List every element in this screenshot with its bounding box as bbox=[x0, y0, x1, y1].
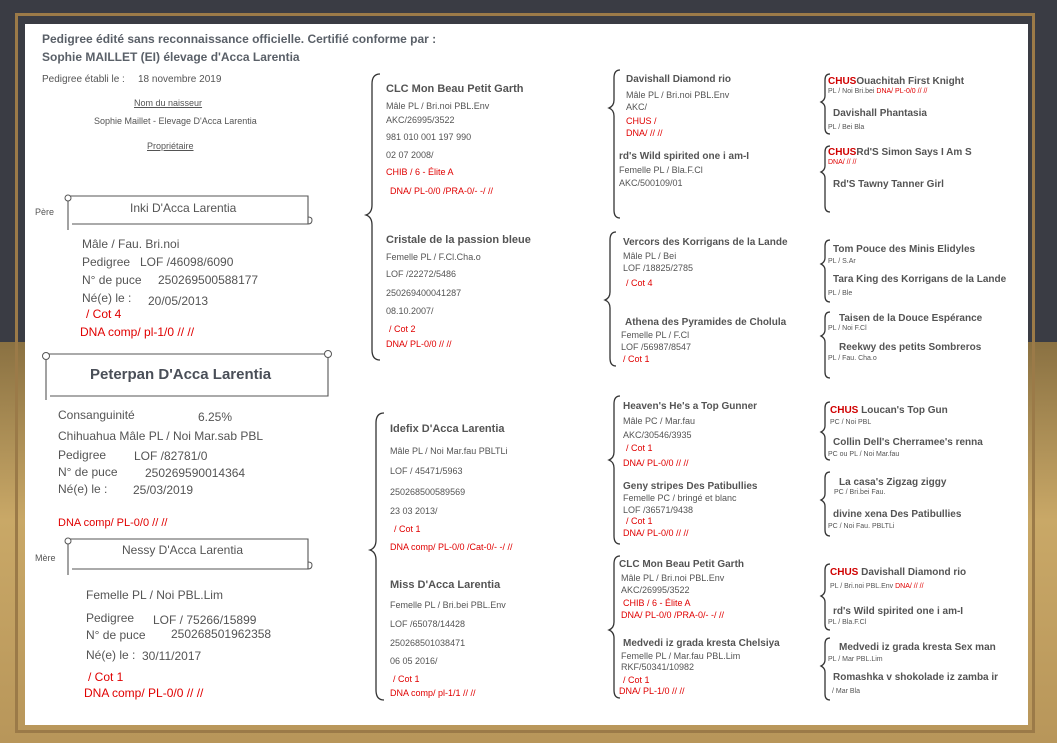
gp-red: DNA comp/ pl-1/1 // // bbox=[390, 688, 476, 698]
dog-dna: DNA comp/ PL-0/0 // // bbox=[58, 517, 168, 529]
gen4-sub: PL / Bla.F.Cl bbox=[828, 619, 867, 626]
ggp-red: CHUS / bbox=[626, 116, 657, 126]
gen4-sub: PC / Noi PBL bbox=[830, 419, 872, 426]
mere-cot: / Cot 1 bbox=[88, 670, 124, 684]
gen4-name: Tara King des Korrigans de la Lande bbox=[833, 274, 1007, 285]
gp-red: CHIB / 6 - Élite A bbox=[386, 167, 454, 177]
ggp-line: Mâle PL / Bri.noi PBL.Env bbox=[626, 90, 730, 100]
ggp-red: DNA/ PL-0/0 // // bbox=[623, 458, 689, 468]
brace-ggp2 bbox=[821, 240, 830, 302]
gp-red: DNA comp/ PL-0/0 /Cat-0/- -/ // bbox=[390, 542, 513, 552]
gen4-sub: PL / Noi Bri.bei bbox=[828, 88, 875, 95]
ggp-red: CHIB / 6 - Élite A bbox=[623, 598, 691, 608]
pere-ne: 20/05/2013 bbox=[148, 294, 209, 308]
brace-gp2 bbox=[609, 396, 620, 544]
ggp-line: Mâle PL / Bri.noi PBL.Env bbox=[621, 573, 725, 583]
gen4-name: Medvedi iz grada kresta Sex man bbox=[839, 642, 996, 653]
dog-pedigree: LOF /82781/0 bbox=[134, 449, 208, 463]
gen4-name: La casa's Zigzag ziggy bbox=[839, 477, 947, 488]
gen4-sub: PC ou PL / Noi Mar.fau bbox=[828, 451, 900, 458]
naisseur-label: Nom du naisseur bbox=[134, 98, 203, 108]
gp-red: DNA/ PL-0/0 /PRA-0/- -/ // bbox=[390, 186, 494, 196]
pere-dna: DNA comp/ pl-1/0 // // bbox=[80, 325, 195, 339]
dog-pedigree-label: Pedigree bbox=[58, 448, 107, 462]
gp-line: 250268500589569 bbox=[390, 487, 466, 497]
ggp-red: / Cot 1 bbox=[626, 443, 653, 453]
gp-line: LOF /22272/5486 bbox=[386, 269, 457, 279]
brace-ggp4 bbox=[821, 402, 830, 460]
pere-pedigree: LOF /46098/6090 bbox=[140, 255, 234, 269]
dog-puce: 250269590014364 bbox=[145, 466, 246, 480]
brace-mere bbox=[370, 413, 384, 700]
brace-pere bbox=[366, 74, 380, 360]
gp-line: 02 07 2008/ bbox=[386, 150, 434, 160]
gp-line: 250268501038471 bbox=[390, 638, 466, 648]
gp-line: 981 010 001 197 990 bbox=[386, 132, 472, 142]
header-title-line2: Sophie MAILLET (EI) élevage d'Acca Larentia bbox=[42, 50, 300, 64]
gp-line: 08.10.2007/ bbox=[386, 306, 434, 316]
gp-line: 250269400041287 bbox=[386, 288, 462, 298]
dog-ne: 25/03/2019 bbox=[133, 483, 194, 497]
gen4-sub: PL / Bri.noi PBL.Env bbox=[830, 583, 894, 590]
gen4-name: Romashka v shokolade iz zamba ir bbox=[833, 672, 999, 683]
brace-ggp6 bbox=[821, 564, 830, 630]
ggp-name: rd's Wild spirited one i am-I bbox=[619, 151, 750, 162]
gen4-name: Reekwy des petits Sombreros bbox=[839, 342, 982, 353]
gen4-sub: PL / Noi F.Cl bbox=[828, 325, 867, 332]
pere-pedigree-label: Pedigree bbox=[82, 255, 131, 269]
gen4-sub: / Mar Bla bbox=[832, 688, 861, 695]
pere-sex: Mâle / Fau. Bri.noi bbox=[82, 237, 180, 251]
gen4-sub: PL / S.Ar bbox=[828, 258, 856, 265]
mere-puce: 250268501962358 bbox=[171, 627, 272, 641]
gp-line: LOF /65078/14428 bbox=[390, 619, 466, 629]
ggp-red: / Cot 1 bbox=[626, 516, 653, 526]
gen4-name: divine xena Des Patibullies bbox=[833, 509, 962, 520]
mere-pedigree-label: Pedigree bbox=[86, 611, 135, 625]
gen4-name: rd's Wild spirited one i am-I bbox=[833, 606, 964, 617]
gen4-sub: PL / Ble bbox=[828, 290, 853, 297]
gen4-name: Davishall Phantasia bbox=[833, 108, 927, 119]
gen4-sub: PL / Fau. Cha.o bbox=[828, 355, 877, 362]
ggp-red: DNA/ // // bbox=[626, 128, 663, 138]
mere-side-label: Mère bbox=[35, 553, 56, 563]
chus-badge: CHUS bbox=[830, 567, 859, 578]
brace-ggp3 bbox=[821, 312, 830, 378]
ggp-red: DNA/ PL-0/0 // // bbox=[623, 528, 689, 538]
pere-cot: / Cot 4 bbox=[86, 307, 122, 321]
ggp-line: Femelle PC / bringé et blanc bbox=[623, 493, 737, 503]
chus-badge: CHUS bbox=[828, 147, 857, 158]
ggp-red: DNA/ PL-1/0 // // bbox=[619, 686, 685, 696]
gp-name: Idefix D'Acca Larentia bbox=[390, 423, 505, 435]
brace-ggp7 bbox=[821, 638, 830, 700]
gp-line: 23 03 2013/ bbox=[390, 506, 438, 516]
gen4-name: Rd'S Tawny Tanner Girl bbox=[833, 179, 944, 190]
gen4-name: Ouachitah First Knight bbox=[856, 76, 965, 87]
gp-line: Femelle PL / F.Cl.Cha.o bbox=[386, 252, 481, 262]
mere-ne-label: Né(e) le : bbox=[86, 648, 136, 662]
ggp-name: Geny stripes Des Patibullies bbox=[623, 481, 758, 492]
header-title-line1: Pedigree édité sans reconnaissance officielle. Certifié conforme par : bbox=[42, 32, 437, 46]
brace-gp1 bbox=[605, 232, 616, 366]
mere-puce-label: N° de puce bbox=[86, 628, 146, 642]
gen4-sub: PC / Noi Fau. PBLTLi bbox=[828, 523, 895, 530]
gen4-sub: PC / Bri.bei Fau. bbox=[834, 489, 886, 496]
ggp-name: Athena des Pyramides de Cholula bbox=[625, 317, 787, 328]
ggp-line: LOF /56987/8547 bbox=[621, 342, 692, 352]
mere-name: Nessy D'Acca Larentia bbox=[122, 543, 244, 557]
gp-name: Miss D'Acca Larentia bbox=[390, 579, 501, 591]
pere-puce-label: N° de puce bbox=[82, 273, 142, 287]
pere-name: Inki D'Acca Larentia bbox=[130, 201, 237, 215]
mere-sex: Femelle PL / Noi PBL.Lim bbox=[86, 588, 223, 602]
gen4-name: Rd'S Simon Says I Am S bbox=[856, 147, 972, 158]
ggp-name: Heaven's He's a Top Gunner bbox=[623, 401, 758, 412]
brace-ggp5 bbox=[821, 472, 830, 536]
gen4-sub: PL / Bei Bla bbox=[828, 124, 865, 131]
ggp-red: / Cot 4 bbox=[626, 278, 653, 288]
brace-ggp0 bbox=[821, 74, 830, 134]
brace-gp0 bbox=[609, 70, 620, 218]
pere-puce: 250269500588177 bbox=[158, 273, 259, 287]
pere-side-label: Père bbox=[35, 207, 55, 217]
ggp-line: Mâle PC / Mar.fau bbox=[623, 416, 696, 426]
gp-red: / Cot 2 bbox=[389, 324, 416, 334]
ggp-name: Davishall Diamond rio bbox=[626, 74, 732, 85]
ggp-line: AKC/500109/01 bbox=[619, 178, 683, 188]
chus-badge: CHUS bbox=[830, 405, 859, 416]
etabli-date: 18 novembre 2019 bbox=[138, 74, 222, 85]
gen4-name: Taisen de la Douce Espérance bbox=[839, 313, 983, 324]
dog-breed: Chihuahua Mâle PL / Noi Mar.sab PBL bbox=[58, 429, 264, 443]
ggp-red: / Cot 1 bbox=[623, 675, 650, 685]
gen4-name: Tom Pouce des Minis Elidyles bbox=[833, 244, 976, 255]
ggp-name: CLC Mon Beau Petit Garth bbox=[619, 559, 745, 570]
gen4-name: Davishall Diamond rio bbox=[861, 567, 967, 578]
gp-line: AKC/26995/3522 bbox=[386, 115, 455, 125]
gen4-name: Collin Dell's Cherramee's renna bbox=[833, 437, 983, 448]
brace-ggp1 bbox=[821, 146, 830, 212]
mere-pedigree: LOF / 75266/15899 bbox=[153, 613, 257, 627]
dog-puce-label: N° de puce bbox=[58, 465, 118, 479]
ggp-name: Medvedi iz grada kresta Chelsiya bbox=[623, 638, 780, 649]
gp-line: Mâle PL / Noi Mar.fau PBLTLi bbox=[390, 446, 508, 456]
ggp-line: AKC/ bbox=[626, 102, 648, 112]
gp-line: 06 05 2016/ bbox=[390, 656, 438, 666]
mere-dna: DNA comp/ PL-0/0 // // bbox=[84, 686, 204, 700]
naisseur-value: Sophie Maillet - Elevage D'Acca Larentia bbox=[94, 116, 257, 126]
mere-ne: 30/11/2017 bbox=[142, 649, 202, 663]
dog-name: Peterpan D'Acca Larentia bbox=[90, 366, 272, 383]
dog-ne-label: Né(e) le : bbox=[58, 482, 108, 496]
ggp-line: Femelle PL / F.Cl bbox=[621, 330, 690, 340]
proprietaire-label: Propriétaire bbox=[147, 141, 194, 151]
gp-name: CLC Mon Beau Petit Garth bbox=[386, 83, 524, 95]
chus-badge: CHUS bbox=[828, 76, 857, 87]
gp-line: Mâle PL / Bri.noi PBL.Env bbox=[386, 101, 490, 111]
ggp-line: Femelle PL / Mar.fau PBL.Lim bbox=[621, 651, 741, 661]
gp-red: / Cot 1 bbox=[394, 524, 421, 534]
gen4-sub: PL / Mar PBL.Lim bbox=[828, 656, 883, 663]
gen4-name: Loucan's Top Gun bbox=[861, 405, 948, 416]
consang-label: Consanguinité bbox=[58, 408, 135, 422]
ggp-line: LOF /36571/9438 bbox=[623, 505, 694, 515]
ggp-red: DNA/ PL-0/0 /PRA-0/- -/ // bbox=[621, 610, 725, 620]
gp-name: Cristale de la passion bleue bbox=[386, 234, 531, 246]
etabli-label: Pedigree établi le : bbox=[42, 74, 125, 85]
consang-value: 6.25% bbox=[198, 410, 233, 424]
ggp-line: AKC/30546/3935 bbox=[623, 430, 692, 440]
ggp-line: AKC/26995/3522 bbox=[621, 585, 690, 595]
ggp-line: Femelle PL / Bla.F.Cl bbox=[619, 165, 703, 175]
ggp-line: LOF /18825/2785 bbox=[623, 263, 694, 273]
brace-gp3 bbox=[609, 556, 620, 698]
ggp-line: RKF/50341/10982 bbox=[621, 662, 695, 672]
gen4-red: DNA/ // // bbox=[895, 583, 924, 590]
ggp-line: Mâle PL / Bei bbox=[623, 251, 677, 261]
gen4-red: DNA/ // // bbox=[828, 159, 857, 166]
gen4-red: DNA/ PL-0/0 // // bbox=[876, 88, 928, 95]
ggp-red: / Cot 1 bbox=[623, 354, 650, 364]
gp-red: / Cot 1 bbox=[393, 674, 420, 684]
pere-ne-label: Né(e) le : bbox=[82, 291, 132, 305]
gp-line: Femelle PL / Bri.bei PBL.Env bbox=[390, 600, 506, 610]
gp-line: LOF / 45471/5963 bbox=[390, 466, 463, 476]
gp-red: DNA/ PL-0/0 // // bbox=[386, 339, 452, 349]
ggp-name: Vercors des Korrigans de la Lande bbox=[623, 237, 788, 248]
